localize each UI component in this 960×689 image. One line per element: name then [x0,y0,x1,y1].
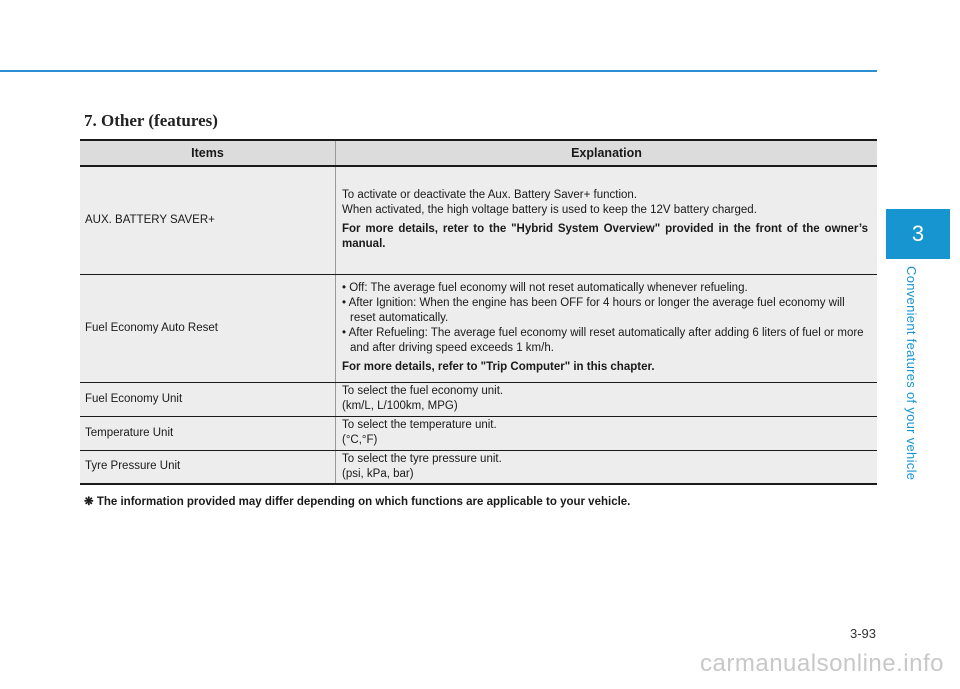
explanation-cell [336,450,878,484]
explanation-line: To select the fuel economy unit. [342,385,504,397]
table-row [80,416,877,450]
explanation-line: (°C,°F) [342,434,378,446]
explanation-note: For more details, refer to "Trip Computer" in this chapter. [342,361,655,373]
features-table [80,139,877,485]
table-row [80,450,877,484]
explanation-line: (psi, kPa, bar) [342,467,414,480]
explanation-line: To select the temperature unit. [342,419,497,431]
table-header-row [80,140,877,166]
item-cell: Temperature Unit [80,416,336,450]
table-row [80,166,877,274]
explanation-line: To activate or deactivate the Aux. Battery Saver+ function. [342,189,638,202]
explanation-bullet: • Off: The average fuel economy will not reset automatically whenever refueling. [342,282,748,294]
chapter-tab: 3 [886,209,950,259]
table-row [80,274,877,382]
explanation-bullet: • After Ignition: When the engine has been OFF for 4 hours or longer the average fuel economy will reset automatically. [342,297,845,324]
page-number: 3-93 [849,626,876,641]
explanation-cell [336,382,878,416]
header-explanation: Explanation [336,140,878,166]
item-cell: Tyre Pressure Unit [80,450,336,484]
explanation-line: (km/L, L/100km, MPG) [342,400,458,412]
table-row [80,382,877,416]
chapter-label: Convenient features of your vehicle [904,266,919,481]
item-cell: Fuel Economy Unit [80,382,336,416]
explanation-line: To select the tyre pressure unit. [342,452,502,465]
explanation-cell [336,416,878,450]
header-items: Items [80,140,336,166]
top-rule [0,70,877,72]
explanation-note: For more details, reter to the "Hybrid System Overview" provided in the front of the owner’s manual. [342,223,868,251]
section-title: 7. Other (features) [84,111,218,130]
watermark: carmanualsonline.info [700,650,944,677]
footnote: ❋ The information provided may differ depending on which functions are applicable to your vehicle. [84,496,631,508]
explanation-cell [336,274,878,382]
explanation-bullet: • After Refueling: The average fuel economy will reset automatically after adding 6 liters of fuel or more and after driving speed exceeds 1 km/h. [342,327,864,354]
explanation-line: When activated, the high voltage battery is used to keep the 12V battery charged. [342,204,757,217]
item-cell: AUX. BATTERY SAVER+ [80,166,336,274]
item-cell: Fuel Economy Auto Reset [80,274,336,382]
explanation-cell [336,166,878,274]
